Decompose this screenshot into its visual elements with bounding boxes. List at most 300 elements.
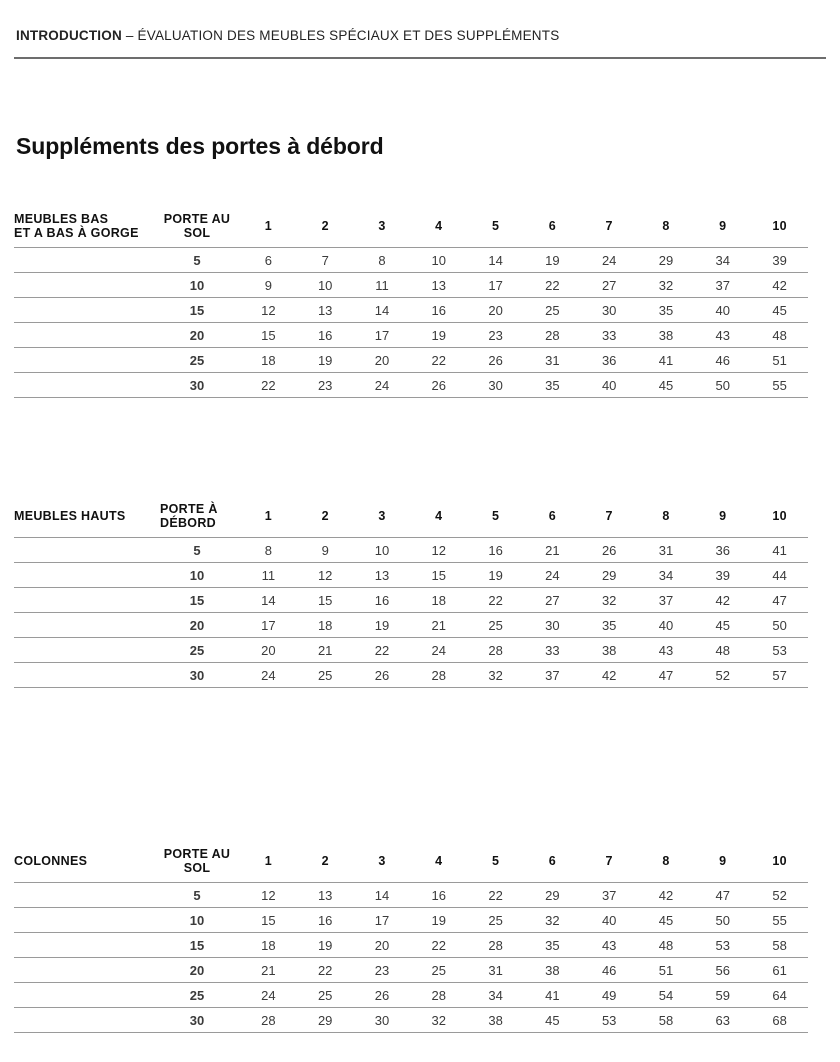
value-cell: 57 — [751, 663, 808, 688]
value-cell: 44 — [751, 563, 808, 588]
breadcrumb-subsection: ÉVALUATION DES MEUBLES SPÉCIAUX ET DES SUPPLÉMENTS — [137, 28, 560, 43]
value-cell: 15 — [240, 908, 297, 933]
column-header-7: 7 — [605, 219, 613, 233]
column-header-8: 8 — [662, 854, 670, 868]
value-cell: 24 — [524, 563, 581, 588]
column-header-4: 4 — [435, 509, 443, 523]
row-label: 10 — [154, 273, 240, 298]
value-cell: 31 — [638, 538, 695, 563]
value-cell: 37 — [694, 273, 751, 298]
value-cell: 6 — [240, 248, 297, 273]
value-cell: 37 — [638, 588, 695, 613]
column-header-5: 5 — [491, 854, 500, 868]
value-cell: 22 — [467, 883, 524, 908]
value-cell: 20 — [354, 348, 411, 373]
value-cell: 39 — [694, 563, 751, 588]
value-cell: 45 — [751, 298, 808, 323]
value-cell: 11 — [354, 273, 411, 298]
value-cell: 51 — [751, 348, 808, 373]
value-cell: 63 — [694, 1008, 751, 1033]
row-spacer-cell — [14, 298, 154, 323]
value-cell: 53 — [581, 1008, 638, 1033]
row-label: 10 — [154, 563, 240, 588]
value-cell: 61 — [751, 958, 808, 983]
value-cell: 14 — [240, 588, 297, 613]
value-cell: 51 — [638, 958, 695, 983]
value-cell: 19 — [410, 908, 467, 933]
subcategory-line-1: PORTE AU — [163, 847, 231, 861]
table-row — [14, 563, 808, 588]
supplement-table — [14, 205, 808, 398]
supplement-table — [14, 840, 808, 1033]
value-cell: 32 — [581, 588, 638, 613]
value-cell: 13 — [354, 563, 411, 588]
table-body — [14, 538, 808, 688]
value-cell: 28 — [410, 983, 467, 1008]
value-cell: 49 — [581, 983, 638, 1008]
row-spacer-cell — [14, 373, 154, 398]
value-cell: 26 — [581, 538, 638, 563]
value-cell: 28 — [410, 663, 467, 688]
table-body — [14, 883, 808, 1033]
subcategory-line-2: SOL — [183, 226, 211, 240]
value-cell: 46 — [581, 958, 638, 983]
column-header-3: 3 — [378, 219, 386, 233]
value-cell: 8 — [354, 248, 411, 273]
table-row — [14, 1008, 808, 1033]
row-label: 15 — [154, 298, 240, 323]
value-cell: 22 — [410, 933, 467, 958]
value-cell: 24 — [240, 983, 297, 1008]
row-label: 5 — [154, 883, 240, 908]
column-header-9: 9 — [719, 509, 727, 523]
column-header-8: 8 — [662, 219, 670, 233]
row-spacer-cell — [14, 1008, 154, 1033]
table-header — [14, 840, 808, 883]
value-cell: 31 — [467, 958, 524, 983]
subcategory-line-1: PORTE AU — [163, 212, 231, 226]
value-cell: 45 — [694, 613, 751, 638]
category-header — [14, 495, 154, 538]
row-spacer-cell — [14, 663, 154, 688]
value-cell: 29 — [297, 1008, 354, 1033]
row-spacer-cell — [14, 958, 154, 983]
table-row — [14, 588, 808, 613]
row-spacer-cell — [14, 638, 154, 663]
row-label: 15 — [154, 933, 240, 958]
table-row — [14, 663, 808, 688]
value-cell: 26 — [354, 983, 411, 1008]
row-label: 20 — [154, 323, 240, 348]
value-cell: 50 — [751, 613, 808, 638]
column-header-1: 1 — [264, 509, 273, 523]
value-cell: 55 — [751, 373, 808, 398]
value-cell: 28 — [467, 638, 524, 663]
row-label: 30 — [154, 373, 240, 398]
value-cell: 23 — [297, 373, 354, 398]
value-cell: 52 — [694, 663, 751, 688]
table-header — [14, 495, 808, 538]
category-line-1: COLONNES — [14, 853, 88, 868]
value-cell: 43 — [581, 933, 638, 958]
value-cell: 40 — [581, 373, 638, 398]
value-cell: 16 — [410, 298, 467, 323]
column-header-1: 1 — [264, 854, 273, 868]
row-label: 30 — [154, 663, 240, 688]
value-cell: 20 — [240, 638, 297, 663]
column-header-3: 3 — [378, 854, 386, 868]
value-cell: 19 — [297, 348, 354, 373]
value-cell: 54 — [638, 983, 695, 1008]
value-cell: 29 — [581, 563, 638, 588]
value-cell: 38 — [467, 1008, 524, 1033]
value-cell: 25 — [297, 983, 354, 1008]
value-cell: 12 — [240, 883, 297, 908]
table-row — [14, 373, 808, 398]
column-header-8: 8 — [662, 509, 670, 523]
value-cell: 13 — [410, 273, 467, 298]
value-cell: 48 — [751, 323, 808, 348]
value-cell: 24 — [240, 663, 297, 688]
value-cell: 55 — [751, 908, 808, 933]
value-cell: 28 — [240, 1008, 297, 1033]
value-cell: 38 — [638, 323, 695, 348]
column-header-5: 5 — [491, 219, 500, 233]
value-cell: 40 — [638, 613, 695, 638]
value-cell: 10 — [410, 248, 467, 273]
column-header-1: 1 — [264, 219, 273, 233]
value-cell: 25 — [410, 958, 467, 983]
value-cell: 22 — [410, 348, 467, 373]
table-row — [14, 883, 808, 908]
value-cell: 36 — [581, 348, 638, 373]
table-row — [14, 933, 808, 958]
value-cell: 58 — [751, 933, 808, 958]
row-label: 20 — [154, 613, 240, 638]
column-header-7: 7 — [605, 509, 613, 523]
value-cell: 16 — [354, 588, 411, 613]
value-cell: 42 — [581, 663, 638, 688]
column-header-7: 7 — [605, 854, 613, 868]
value-cell: 8 — [240, 538, 297, 563]
column-header-4: 4 — [435, 854, 443, 868]
breadcrumb-section: INTRODUCTION — [16, 28, 122, 43]
value-cell: 12 — [297, 563, 354, 588]
value-cell: 42 — [751, 273, 808, 298]
value-cell: 41 — [751, 538, 808, 563]
column-header-2: 2 — [321, 219, 329, 233]
row-spacer-cell — [14, 563, 154, 588]
row-spacer-cell — [14, 883, 154, 908]
value-cell: 25 — [524, 298, 581, 323]
value-cell: 42 — [638, 883, 695, 908]
value-cell: 24 — [581, 248, 638, 273]
column-header-10: 10 — [772, 219, 787, 233]
value-cell: 12 — [410, 538, 467, 563]
value-cell: 53 — [751, 638, 808, 663]
value-cell: 48 — [694, 638, 751, 663]
value-cell: 18 — [297, 613, 354, 638]
row-spacer-cell — [14, 983, 154, 1008]
table-row — [14, 958, 808, 983]
value-cell: 21 — [297, 638, 354, 663]
value-cell: 30 — [354, 1008, 411, 1033]
value-cell: 19 — [354, 613, 411, 638]
value-cell: 47 — [638, 663, 695, 688]
value-cell: 15 — [240, 323, 297, 348]
value-cell: 34 — [638, 563, 695, 588]
value-cell: 33 — [581, 323, 638, 348]
value-cell: 15 — [410, 563, 467, 588]
value-cell: 13 — [297, 298, 354, 323]
value-cell: 39 — [751, 248, 808, 273]
breadcrumb — [16, 28, 826, 43]
value-cell: 47 — [694, 883, 751, 908]
value-cell: 22 — [524, 273, 581, 298]
value-cell: 19 — [297, 933, 354, 958]
row-label: 10 — [154, 908, 240, 933]
value-cell: 35 — [581, 613, 638, 638]
table-row — [14, 248, 808, 273]
page-header — [16, 28, 826, 43]
value-cell: 45 — [638, 908, 695, 933]
column-header-5: 5 — [491, 509, 500, 523]
subcategory-line-2: SOL — [183, 861, 211, 875]
breadcrumb-separator: – — [121, 28, 138, 43]
row-spacer-cell — [14, 248, 154, 273]
table-row — [14, 908, 808, 933]
value-cell: 30 — [524, 613, 581, 638]
table-row — [14, 323, 808, 348]
value-cell: 48 — [638, 933, 695, 958]
value-cell: 42 — [694, 588, 751, 613]
value-cell: 59 — [694, 983, 751, 1008]
value-cell: 21 — [410, 613, 467, 638]
value-cell: 26 — [410, 373, 467, 398]
value-cell: 7 — [297, 248, 354, 273]
value-cell: 23 — [467, 323, 524, 348]
page-title: Suppléments des portes à débord — [16, 133, 384, 160]
table-row — [14, 298, 808, 323]
table-row — [14, 613, 808, 638]
value-cell: 16 — [467, 538, 524, 563]
value-cell: 30 — [467, 373, 524, 398]
row-label: 25 — [154, 638, 240, 663]
value-cell: 25 — [467, 613, 524, 638]
value-cell: 23 — [354, 958, 411, 983]
value-cell: 12 — [240, 298, 297, 323]
column-header-4: 4 — [435, 219, 443, 233]
subcategory-line-2: DÉBORD — [160, 516, 216, 530]
value-cell: 17 — [354, 323, 411, 348]
value-cell: 10 — [354, 538, 411, 563]
value-cell: 37 — [524, 663, 581, 688]
value-cell: 10 — [297, 273, 354, 298]
value-cell: 45 — [638, 373, 695, 398]
value-cell: 34 — [694, 248, 751, 273]
value-cell: 18 — [410, 588, 467, 613]
value-cell: 35 — [524, 373, 581, 398]
value-cell: 35 — [524, 933, 581, 958]
value-cell: 68 — [751, 1008, 808, 1033]
table-body — [14, 248, 808, 398]
value-cell: 18 — [240, 348, 297, 373]
value-cell: 27 — [581, 273, 638, 298]
category-line-2: ET A BAS À GORGE — [14, 226, 139, 240]
value-cell: 40 — [581, 908, 638, 933]
subcategory-line-1: PORTE À — [160, 502, 218, 516]
value-cell: 43 — [638, 638, 695, 663]
column-header-9: 9 — [719, 854, 727, 868]
supplement-table — [14, 495, 808, 688]
value-cell: 17 — [467, 273, 524, 298]
row-label: 25 — [154, 348, 240, 373]
value-cell: 14 — [354, 883, 411, 908]
subcategory-header — [154, 205, 240, 248]
value-cell: 26 — [467, 348, 524, 373]
value-cell: 32 — [524, 908, 581, 933]
value-cell: 15 — [297, 588, 354, 613]
value-cell: 29 — [524, 883, 581, 908]
value-cell: 19 — [410, 323, 467, 348]
row-label: 30 — [154, 1008, 240, 1033]
value-cell: 16 — [410, 883, 467, 908]
value-cell: 29 — [638, 248, 695, 273]
column-header-9: 9 — [719, 219, 727, 233]
value-cell: 22 — [354, 638, 411, 663]
header-divider — [14, 57, 826, 59]
value-cell: 34 — [467, 983, 524, 1008]
value-cell: 16 — [297, 323, 354, 348]
value-cell: 19 — [467, 563, 524, 588]
value-cell: 21 — [240, 958, 297, 983]
column-header-6: 6 — [548, 219, 557, 233]
table-row — [14, 538, 808, 563]
row-spacer-cell — [14, 323, 154, 348]
row-label: 25 — [154, 983, 240, 1008]
value-cell: 16 — [297, 908, 354, 933]
row-spacer-cell — [14, 348, 154, 373]
subcategory-header — [154, 495, 240, 538]
column-header-3: 3 — [378, 509, 386, 523]
value-cell: 32 — [467, 663, 524, 688]
value-cell: 27 — [524, 588, 581, 613]
value-cell: 45 — [524, 1008, 581, 1033]
table-row — [14, 638, 808, 663]
value-cell: 13 — [297, 883, 354, 908]
value-cell: 14 — [354, 298, 411, 323]
table-row — [14, 348, 808, 373]
column-header-10: 10 — [772, 854, 787, 868]
value-cell: 47 — [751, 588, 808, 613]
table-header-row — [14, 205, 808, 248]
value-cell: 36 — [694, 538, 751, 563]
value-cell: 28 — [524, 323, 581, 348]
subcategory-header — [154, 840, 240, 883]
value-cell: 20 — [467, 298, 524, 323]
value-cell: 37 — [581, 883, 638, 908]
table-header-row — [14, 840, 808, 883]
column-header-10: 10 — [772, 509, 787, 523]
column-header-6: 6 — [548, 854, 557, 868]
value-cell: 14 — [467, 248, 524, 273]
value-cell: 9 — [240, 273, 297, 298]
value-cell: 52 — [751, 883, 808, 908]
value-cell: 18 — [240, 933, 297, 958]
column-header-2: 2 — [321, 509, 329, 523]
table-row — [14, 983, 808, 1008]
value-cell: 32 — [638, 273, 695, 298]
category-line-1: MEUBLES BAS — [14, 211, 109, 226]
value-cell: 24 — [354, 373, 411, 398]
row-spacer-cell — [14, 908, 154, 933]
value-cell: 19 — [524, 248, 581, 273]
table-block-meubles-hauts — [14, 495, 808, 688]
row-label: 5 — [154, 538, 240, 563]
value-cell: 24 — [410, 638, 467, 663]
value-cell: 38 — [581, 638, 638, 663]
value-cell: 56 — [694, 958, 751, 983]
value-cell: 53 — [694, 933, 751, 958]
value-cell: 28 — [467, 933, 524, 958]
value-cell: 20 — [354, 933, 411, 958]
value-cell: 17 — [240, 613, 297, 638]
value-cell: 25 — [297, 663, 354, 688]
value-cell: 32 — [410, 1008, 467, 1033]
row-spacer-cell — [14, 538, 154, 563]
table-block-colonnes — [14, 840, 808, 1033]
value-cell: 26 — [354, 663, 411, 688]
value-cell: 41 — [638, 348, 695, 373]
value-cell: 9 — [297, 538, 354, 563]
value-cell: 31 — [524, 348, 581, 373]
row-spacer-cell — [14, 613, 154, 638]
row-label: 20 — [154, 958, 240, 983]
row-spacer-cell — [14, 588, 154, 613]
value-cell: 58 — [638, 1008, 695, 1033]
row-spacer-cell — [14, 273, 154, 298]
value-cell: 17 — [354, 908, 411, 933]
value-cell: 35 — [638, 298, 695, 323]
value-cell: 40 — [694, 298, 751, 323]
value-cell: 11 — [240, 563, 297, 588]
value-cell: 50 — [694, 908, 751, 933]
value-cell: 21 — [524, 538, 581, 563]
row-label: 5 — [154, 248, 240, 273]
row-spacer-cell — [14, 933, 154, 958]
value-cell: 22 — [467, 588, 524, 613]
value-cell: 22 — [240, 373, 297, 398]
value-cell: 43 — [694, 323, 751, 348]
column-header-6: 6 — [548, 509, 557, 523]
row-label: 15 — [154, 588, 240, 613]
value-cell: 30 — [581, 298, 638, 323]
value-cell: 46 — [694, 348, 751, 373]
value-cell: 33 — [524, 638, 581, 663]
table-row — [14, 273, 808, 298]
table-header-row — [14, 495, 808, 538]
value-cell: 25 — [467, 908, 524, 933]
value-cell: 22 — [297, 958, 354, 983]
category-line-1: MEUBLES HAUTS — [14, 508, 126, 523]
column-header-2: 2 — [321, 854, 329, 868]
category-header — [14, 205, 154, 248]
category-header — [14, 840, 154, 883]
value-cell: 38 — [524, 958, 581, 983]
table-header — [14, 205, 808, 248]
value-cell: 64 — [751, 983, 808, 1008]
value-cell: 50 — [694, 373, 751, 398]
